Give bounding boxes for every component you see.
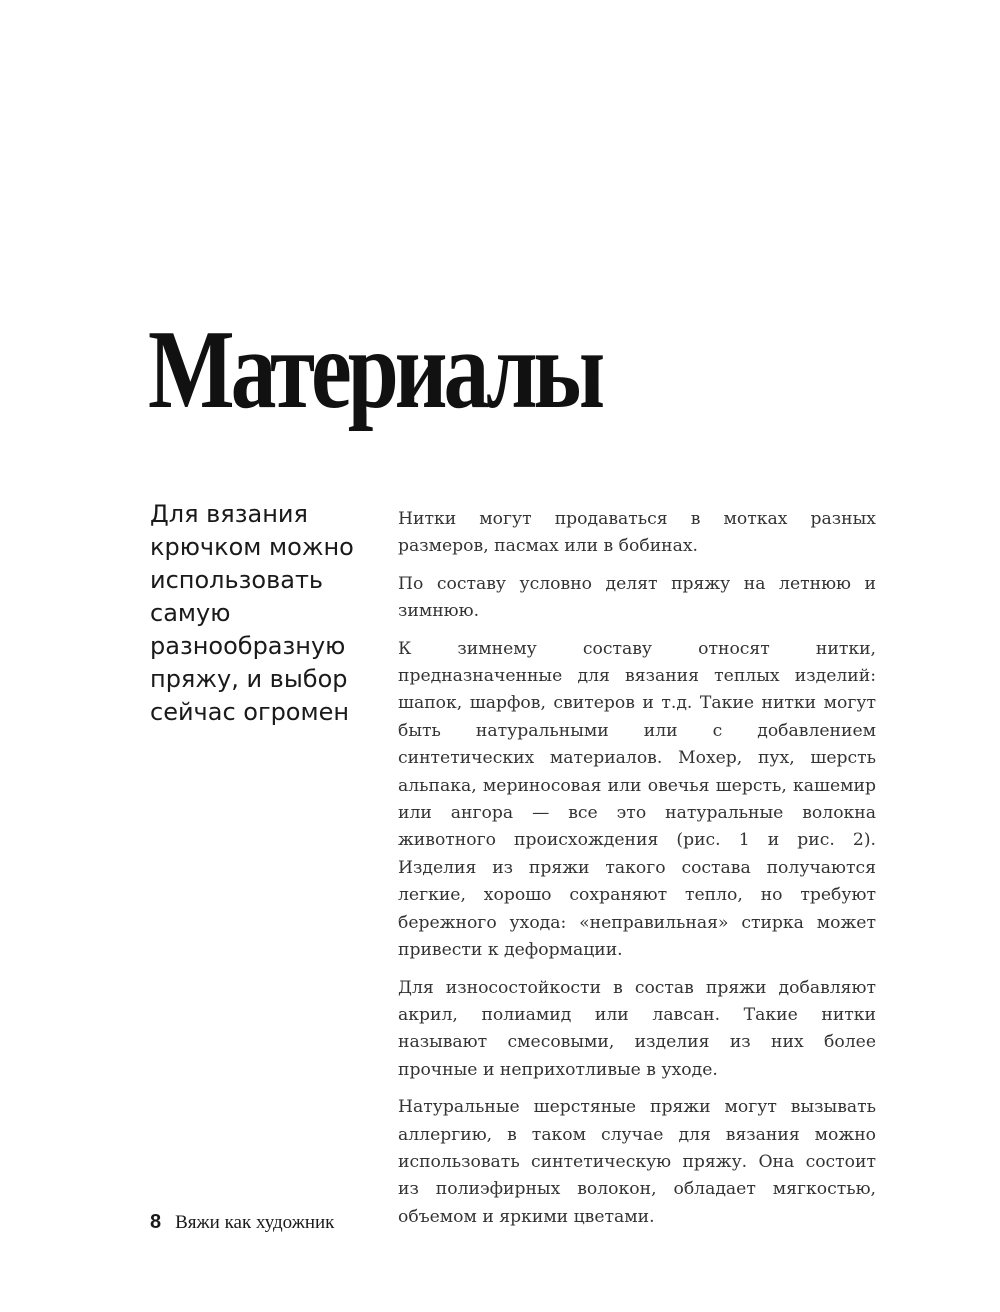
- page-number: 8: [150, 1211, 162, 1233]
- running-title: Вяжи как художник: [175, 1212, 335, 1233]
- body-paragraph: По составу условно делят пряжу на летнюю и зимнюю.: [398, 573, 876, 622]
- body-paragraph: Нитки могут продаваться в мотках разных размеров, пасмах или в бобинах.: [398, 509, 876, 557]
- body-text-column: [398, 506, 876, 1241]
- body-paragraph: Натуральные шерстяные пряжи могут вызывать аллергию, в таком случае для вязания можно использовать синтетическую пряжу. Она состоит из полиэфирных волокон, обладает мягкостью, объемом и яркими цветами.: [398, 1097, 876, 1227]
- lead-quote: Для вязания крючком можно использовать самую разнообразную пряжу, и выбор сейчас огромен: [150, 500, 354, 726]
- page-footer: [150, 1208, 334, 1237]
- body-paragraph: К зимнему составу относят нитки, предназначенные для вязания теплых изделий: шапок, шарфов, свитеров и т.д. Такие нитки могут быть натуральными или с добавлением синтетических материалов. Мохер, пух, шерсть альпака, мериносовая или овечья шерсть, кашемир или ангора — все это натуральные волокна животного происхождения (рис. 1 и рис. 2). Изделия из пряжи такого состава получаются легкие, хорошо сохраняют тепло, но требуют бережного ухода: «неправильная» стирка может привести к деформации.: [398, 638, 876, 961]
- page-title: Материалы: [148, 308, 602, 432]
- body-paragraph: Для износостойкости в состав пряжи добавляют акрил, полиамид или лавсан. Такие нитки называют смесовыми, изделия из них более прочные и неприхотливые в уходе.: [398, 977, 876, 1080]
